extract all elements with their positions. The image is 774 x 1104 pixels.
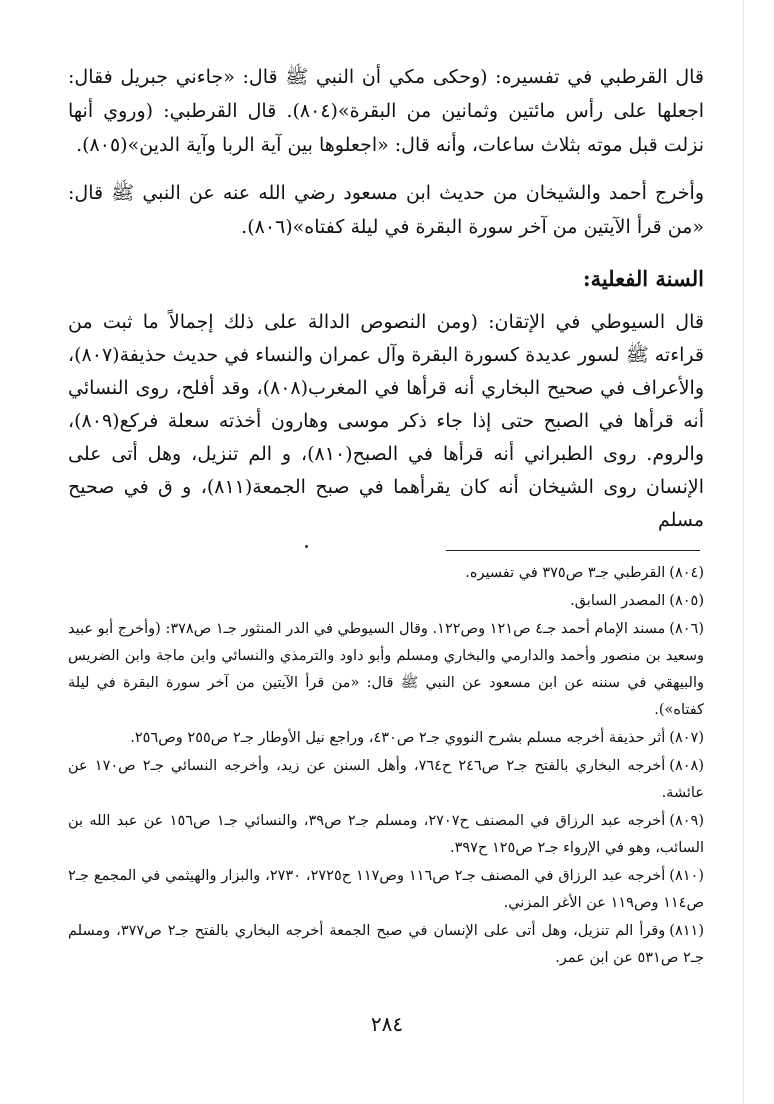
footnote-number: (٨١١) [669,923,704,939]
page-number: ٢٨٤ [370,1012,404,1036]
footnote-number: (٨٠٩) [669,813,705,829]
footnote-text: المصدر السابق. [570,593,666,609]
footnote-number: (٨٠٥) [669,593,704,609]
footnote [68,616,704,724]
footnote-text: مسند الإمام أحمد جـ٤ ص١٢١ وص١٢٢. وقال السيوطي في الدر المنثور جـ١ ص٣٧٨: (وأخرج أبو عبيد وسعيد بن منصور وأحمد والدارمي والبخاري ومسلم وأبو داود والترمذي والنسائي وابن ماجة وابن الضريس والبيهقي في سننه عن ابن مسعود عن النبي ﷺ قال: «من قرأ الآيتين من آخر سورة البقرة في ليلة كفتاه»). [68,621,704,718]
paragraph-qurtubi: قال القرطبي في تفسيره: (وحكى مكي أن النبي ﷺ قال: «جاءني جبريل فقال: اجعلها على رأس مائتين وثمانين من البقرة»(٨٠٤). قال القرطبي: (وروي أنها نزلت قبل موته بثلاث ساعات، وأنه قال: «اجعلوها بين آية الربا وآية الدين»(٨٠٥). [68,66,704,156]
page-edge-line [743,0,744,1104]
stray-dot [305,545,308,548]
footnote [68,725,704,752]
paragraph-suyuti: قال السيوطي في الإتقان: (ومن النصوص الدالة على ذلك إجمالاً ما ثبت من قراءته ﷺ لسور عديدة كسورة البقرة وآل عمران والنساء في حديث حذيفة(٨٠٧)، والأعراف في صحيح البخاري أنه قرأها في المغرب(٨٠٨)، وقد أفلح، روى النسائي أنه قرأها في الصبح حتى إذا جاء ذكر موسى وهارون أخذته سعلة فركع(٨٠٩)، والروم. روى الطبراني أنه قرأها في الصبح(٨١٠)، و الم تنزيل، وهل أتى على الإنسان روى الشيخان أنه كان يقرأهما في صبح الجمعة(٨١١)، و ق في صحيح مسلم [68,311,704,531]
footnote-number: (٨٠٤) [669,565,704,581]
footnote [68,588,704,615]
footnote-text: القرطبي جـ٣ ص٣٧٥ في تفسيره. [465,565,666,581]
footnote [68,918,704,972]
footnote-text: وقرأ الم تنزيل، وهل أتى على الإنسان في صبح الجمعة أخرجه البخاري بالفتح جـ٢ ص٣٧٧، ومسلم جـ٢ ص٥٣١ عن ابن عمر. [68,923,704,966]
footnote-number: (٨٠٧) [669,730,704,746]
footnote-text: أخرجه عبد الرزاق في المصنف جـ٢ ص١١٦ وص١١٧ ح٢٧٢٥، ٢٧٣٠، والبزار والهيثمي في المجمع جـ٢ ص١١٤ وص١١٩ عن الأغر المزني. [68,868,704,911]
footnote [68,560,704,587]
footnote [68,808,704,862]
footnote-number: (٨٠٦) [669,621,704,637]
footnote-number: (٨٠٨) [669,758,704,774]
footnote [68,863,704,917]
main-text [68,60,704,537]
section-heading: السنة الفعلية: [582,266,704,291]
footnote-number: (٨١٠) [669,868,704,884]
footnote-text: أخرجه عبد الرزاق في المصنف ح٢٧٠٧، ومسلم جـ٢ ص٣٩، والنسائي جـ١ ص١٥٦ عن عبد الله بن السائب، وهو في الإرواء جـ٢ ص١٢٥ ح٣٩٧. [68,813,704,856]
footnote-text: أثر حذيفة أخرجه مسلم بشرح النووي جـ٢ ص٤٣٠، وراجع نيل الأوطار جـ٢ ص٢٥٥ وص٢٥٦. [130,730,666,746]
paragraph-ahmad: وأخرج أحمد والشيخان من حديث ابن مسعود رضي الله عنه عن النبي ﷺ قال: «من قرأ الآيتين من آخر سورة البقرة في ليلة كفتاه»(٨٠٦). [68,182,704,238]
footnote-divider [446,550,700,551]
footnotes [68,560,704,973]
footnote [68,753,704,807]
footnote-text: أخرجه البخاري بالفتح جـ٢ ص٢٤٦ ح٧٦٤، وأهل السنن عن زيد، وأخرجه النسائي جـ٢ ص١٧٠ عن عائشة. [68,758,704,801]
